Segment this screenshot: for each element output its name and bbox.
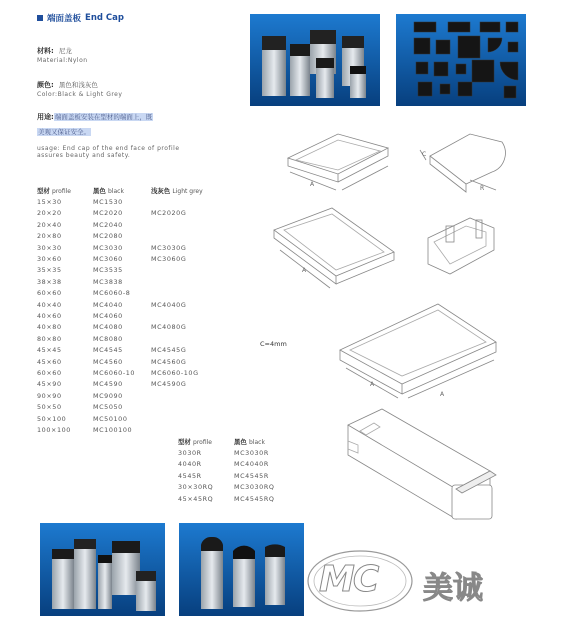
cell-profile: 60×60: [37, 368, 62, 377]
product-photo-caps: [250, 14, 380, 106]
cell-black: MC5050: [93, 403, 123, 412]
header-profile: 型材 profile: [178, 438, 212, 447]
usage-en-1: usage: End cap of the end face of profile: [37, 145, 180, 152]
cell-black: MC3030RQ: [234, 483, 275, 492]
header-black: 黑色 black: [93, 187, 124, 196]
table-row: [37, 288, 203, 299]
material-label: 材料:: [37, 47, 54, 55]
cell-light-grey: MC6060-10G: [151, 368, 199, 377]
table-row: [37, 219, 203, 230]
cell-black: MC4545: [93, 346, 123, 355]
cell-profile: 3030R: [178, 449, 202, 458]
dim-c: C: [422, 151, 427, 158]
c-4mm-label: C=4mm: [260, 340, 287, 348]
cell-black: MC4040R: [234, 460, 269, 469]
usage-en-2: assures beauty and safety.: [37, 152, 131, 159]
table-row: [37, 390, 203, 401]
table-row: [178, 447, 275, 458]
table-row: [37, 231, 203, 242]
cell-profile: 30×60: [37, 255, 62, 264]
product-photo-round-caps: [179, 523, 304, 616]
cell-light-grey: MC4545G: [151, 346, 187, 355]
cell-light-grey: [151, 219, 203, 230]
cell-black: MC2020: [93, 209, 123, 218]
cell-profile: 20×40: [37, 220, 62, 229]
cell-black: MC6060-8: [93, 289, 131, 298]
title-en: End Cap: [85, 13, 124, 23]
cell-profile: 45×60: [37, 357, 62, 366]
cell-black: MC4560: [93, 357, 123, 366]
round-caps-illustration: [179, 523, 304, 616]
cell-light-grey: [151, 424, 203, 435]
table-row: [37, 424, 203, 435]
cell-profile: 4040R: [178, 460, 202, 469]
cell-light-grey: [151, 413, 203, 424]
cell-profile: 90×90: [37, 391, 62, 400]
table-row: [37, 242, 203, 253]
table-row: [178, 493, 275, 504]
header-black: 黑色 black: [234, 438, 265, 447]
cell-black: MC4080: [93, 323, 123, 332]
header-profile: 型材 profile: [37, 187, 71, 196]
cell-profile: 50×100: [37, 414, 67, 423]
table-row: [178, 459, 275, 470]
product-photo-profiles: [40, 523, 165, 616]
table-row: [37, 299, 203, 310]
cell-profile: 40×80: [37, 323, 62, 332]
material-en: Material:Nylon: [37, 57, 88, 64]
end-cap-table: [37, 185, 203, 436]
cell-light-grey: MC3030G: [151, 243, 187, 252]
cell-profile: 45×90: [37, 380, 62, 389]
cell-light-grey: [151, 276, 203, 287]
cell-black: MC6060-10: [93, 368, 136, 377]
table-row: [37, 367, 203, 378]
cell-light-grey: MC4590G: [151, 380, 187, 389]
section-title: [37, 12, 124, 24]
cell-profile: 4545R: [178, 471, 202, 480]
title-cn: 端面盖板: [47, 14, 82, 24]
table-row: [37, 333, 203, 344]
table-row: [37, 344, 203, 355]
usage-block: [37, 108, 217, 159]
profiles-photo-illustration: [40, 523, 165, 616]
cell-light-grey: [151, 310, 203, 321]
table-row: [37, 356, 203, 367]
dim-a-1: A: [310, 181, 315, 188]
cell-black: MC3030: [93, 243, 123, 252]
color-block: [37, 72, 122, 98]
cell-black: MC4545RQ: [234, 494, 275, 503]
material-block: [37, 38, 88, 64]
title-bullet-icon: [37, 15, 43, 21]
table-row: [178, 470, 275, 481]
table-row: [37, 379, 203, 390]
cell-black: MC9090: [93, 391, 123, 400]
cell-light-grey: [151, 288, 203, 299]
cell-profile: 40×40: [37, 300, 62, 309]
table-row: [37, 208, 203, 219]
table-row: [37, 310, 203, 321]
cell-black: MC50100: [93, 414, 128, 423]
table-row: [37, 413, 203, 424]
usage-label: 用途:: [37, 113, 54, 121]
cell-black: MC2080: [93, 232, 123, 241]
cell-profile: 45×45RQ: [178, 494, 214, 503]
cell-profile: 20×20: [37, 209, 62, 218]
cell-profile: 30×30: [37, 243, 62, 252]
dim-r: R: [480, 185, 485, 192]
cell-light-grey: [151, 231, 203, 242]
table-row: [37, 196, 203, 207]
cell-profile: 100×100: [37, 425, 71, 434]
cell-black: MC3060: [93, 255, 123, 264]
cell-profile: 80×80: [37, 334, 62, 343]
table-row: [178, 482, 275, 493]
profile-with-cap-drawing: [340, 405, 500, 525]
table-header-row: [37, 185, 203, 196]
table-row: [37, 401, 203, 412]
cell-light-grey: MC4080G: [151, 323, 187, 332]
cell-light-grey: [151, 401, 203, 412]
cell-profile: 35×35: [37, 266, 62, 275]
cell-light-grey: [151, 333, 203, 344]
cell-profile: 38×38: [37, 277, 62, 286]
cell-black: MC4060: [93, 311, 123, 320]
cell-profile: 50×50: [37, 403, 62, 412]
dim-a-3: A: [370, 381, 375, 388]
cell-profile: 45×45: [37, 346, 62, 355]
cell-light-grey: MC4560G: [151, 357, 187, 366]
cell-light-grey: MC2020G: [151, 209, 187, 218]
color-value: 黑色和浅灰色: [58, 81, 98, 89]
cell-profile: 60×60: [37, 289, 62, 298]
color-en: Color:Black & Light Grey: [37, 91, 123, 98]
cell-black: MC3030R: [234, 449, 269, 458]
cell-light-grey: MC3060G: [151, 255, 187, 264]
technical-drawings: [260, 120, 560, 420]
cell-profile: 40×60: [37, 311, 62, 320]
cell-black: MC3838: [93, 277, 123, 286]
logo-mark: MC: [319, 559, 378, 600]
cell-light-grey: [151, 390, 203, 401]
usage-value-line2: 美观又保证安全。: [38, 128, 90, 136]
caps-photo-illustration: [250, 14, 380, 106]
cell-black: MC3535: [93, 266, 123, 275]
dim-a-4: A: [440, 391, 445, 398]
table-row: [37, 276, 203, 287]
cell-light-grey: MC4040G: [151, 300, 187, 309]
dim-a-2: A: [302, 267, 307, 274]
color-label: 颜色:: [37, 81, 54, 89]
usage-value-line1: 端面盖板安装在型材的端面上，既: [54, 113, 153, 121]
round-cap-table: [178, 436, 275, 504]
cell-black: MC1530: [93, 198, 123, 207]
cell-black: MC4590: [93, 380, 123, 389]
table-row: [37, 265, 203, 276]
cell-black: MC100100: [93, 425, 133, 434]
cell-black: MC8080: [93, 334, 123, 343]
table-row: [37, 322, 203, 333]
mc-logo: [305, 546, 535, 616]
cell-light-grey: [151, 196, 203, 207]
cell-profile: 30×30RQ: [178, 483, 214, 492]
material-value: 尼龙: [58, 47, 72, 55]
cell-black: MC4545R: [234, 471, 269, 480]
cell-light-grey: [151, 265, 203, 276]
cell-black: MC4040: [93, 300, 123, 309]
cell-profile: 15×30: [37, 198, 62, 207]
logo-text: 美诚: [423, 571, 483, 606]
header-light-grey: 浅灰色 Light grey: [151, 187, 203, 196]
cell-profile: 20×80: [37, 232, 62, 241]
cell-black: MC2040: [93, 220, 123, 229]
product-photo-flat-caps: [396, 14, 526, 106]
flat-caps-illustration: [396, 14, 526, 106]
table-row: [37, 253, 203, 264]
table-header-row: [178, 436, 275, 447]
